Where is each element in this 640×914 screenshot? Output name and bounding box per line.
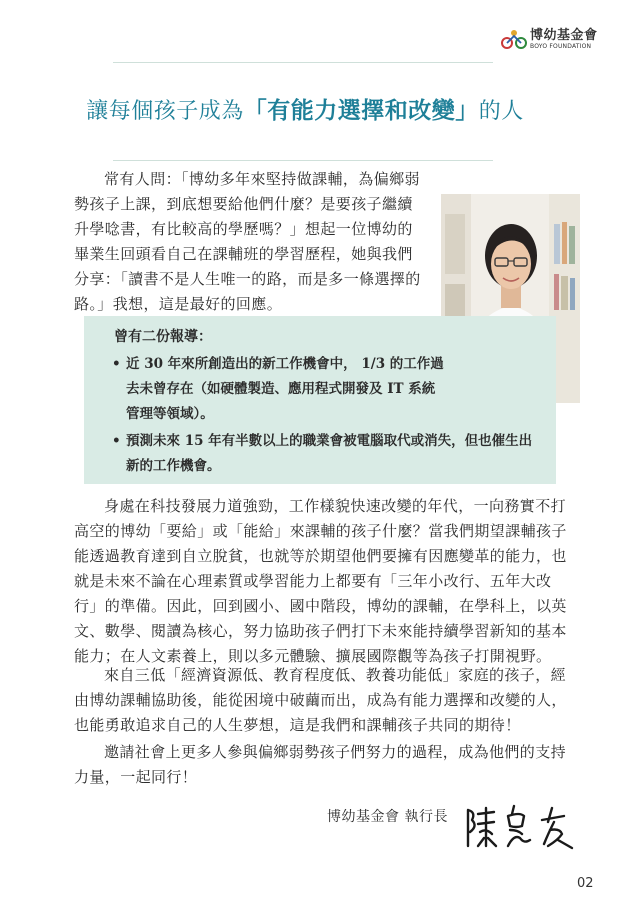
headline-prefix: 讓每個孩子成為 <box>86 99 244 124</box>
report-list <box>112 352 542 481</box>
signoff-label: 博幼基金會 執行長 <box>327 809 448 825</box>
intro-paragraph: 常有人問：「博幼多年來堅持做課輔，為偏鄉弱勢孩子上課，到底想要給他們什麼？是要孩子繼續升學唸書，有比較高的學歷嗎？」想起一位博幼的畢業生回頭看自己在課輔班的學習歷程，她與我們分享：「讀書不是人生唯一的路，而是多一條選擇的路。」我想，這是最好的回應。 <box>74 170 421 313</box>
report-item: • 預測未來 15 年有半數以上的職業會被電腦取代或消失，但也催生出新的工作機會。 <box>112 429 542 479</box>
headline-highlight: 「有能力選擇和改變」 <box>243 98 479 124</box>
page-headline <box>0 92 610 125</box>
logo-name-cn: 博幼基金會 <box>530 27 598 43</box>
report-box-title: 曾有二份報導： <box>114 329 212 345</box>
boyo-logo-icon <box>501 28 527 50</box>
body-paragraph: 邀請社會上更多人參與偏鄉弱勢孩子們努力的過程，成為他們的支持力量，一起同行！ <box>74 743 567 786</box>
headline-suffix: 的人 <box>478 99 524 124</box>
top-divider <box>113 62 493 63</box>
body-paragraph: 來自三低「經濟資源低、教育程度低、教養功能低」家庭的孩子，經由博幼課輔協助後，能從困境中破繭而出，成為有能力選擇和改變的人，也能勇敢追求自己的人生夢想，這是我們和課輔孩子共同的期待！ <box>74 666 567 734</box>
handwritten-signature <box>462 800 582 858</box>
boyo-foundation-logo <box>501 28 598 50</box>
body-paragraph: 身處在科技發展力道強勁，工作樣貌快速改變的年代，一向務實不打高空的博幼「要給」或「能給」來課輔的孩子什麼？當我們期望課輔孩子能透過教育達到自立脫貧，也就等於期望他們要擁有因應變革的能力，也就是未來不論在心理素質或學習能力上都要有「三年小改行、五年大改行」的準備。因此，回到國小、國中階段，博幼的課輔，在學科上，以英文、數學、閱讀為核心，努力協助孩子們打下未來能持續學習新知的基本能力；在人文素養上，則以多元體驗、擴展國際觀等為孩子打開視野。 <box>74 497 567 665</box>
headline-divider <box>113 160 493 161</box>
logo-name-en: BOYO FOUNDATION <box>530 42 592 50</box>
page-number: 02 <box>577 876 594 891</box>
report-item: • 近 30 年來所創造出的新工作機會中， 1/3 的工作過去未曾存在（如硬體製造、應用程式開發及 IT 系統管理等領域）。 <box>112 352 444 427</box>
